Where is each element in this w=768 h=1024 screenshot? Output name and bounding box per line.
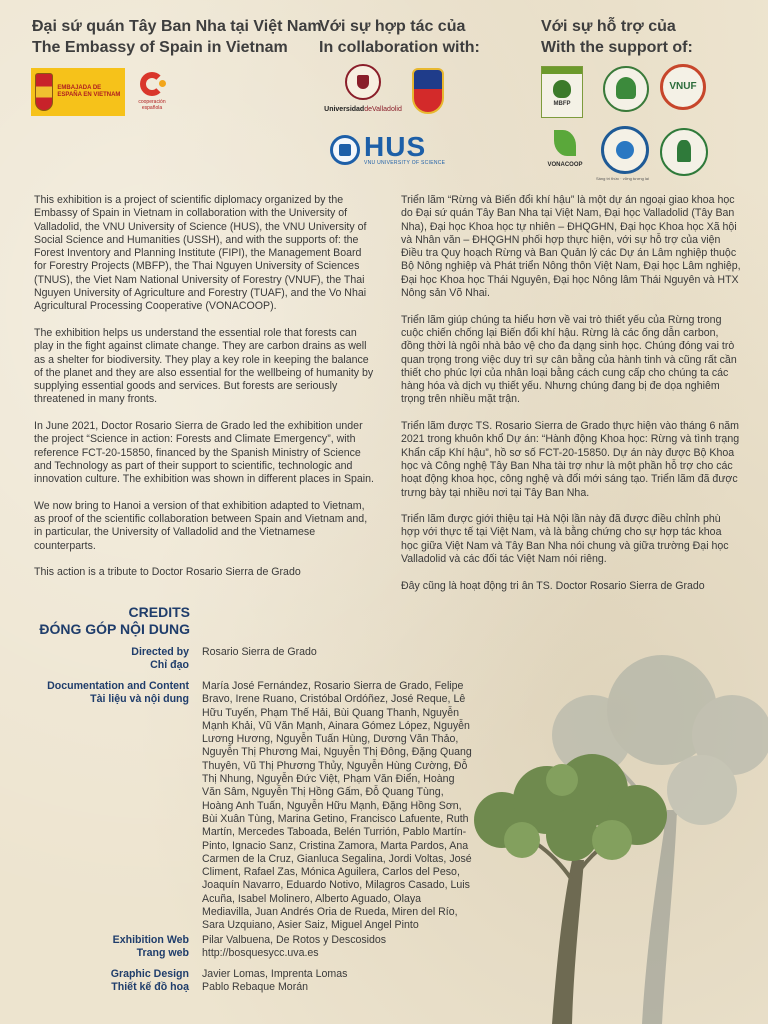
hus-subtitle: VNU UNIVERSITY OF SCIENCE bbox=[364, 160, 446, 166]
fipi-logo bbox=[603, 66, 649, 112]
credit-label: Graphic Design Thiết kế đồ hoạ bbox=[110, 968, 189, 994]
forest-illustration bbox=[462, 640, 768, 1024]
valladolid-seal-icon bbox=[345, 64, 381, 100]
vonacoop-logo-text: VONACOOP bbox=[547, 162, 583, 168]
leaf-icon bbox=[554, 130, 576, 156]
vietnamese-paragraph: Triển lãm được giới thiệu tại Hà Nội lần này đã được điều chỉnh phù hợp với thực tế tại Việt Nam, và là bằng chứng cho sự hợp tác khoa học giữa Việt Nam và Tây Ban Nha nói chung và giữa trường Đại học Valladolid và các đối tác Việt Nam nói riêng. bbox=[401, 513, 729, 566]
credits-title-en: CREDITS bbox=[128, 604, 190, 620]
tuaf-logo bbox=[660, 128, 708, 176]
english-paragraph: The exhibition helps us understand the essential role that forests can play in the fight against climate change. They are carbon drains as well as a shelter for biodiversity. They play a key role in keeping the balance of the planet and they are also essential for the wellbeing of humanity by supplying essential goods and services. But forests are seriously threatened in many fronts. bbox=[34, 326, 374, 406]
embassy-logo-text: EMBAJADA DE ESPAÑA EN VIETNAM bbox=[57, 85, 121, 98]
ussh-shield-logo bbox=[412, 68, 444, 114]
header-embassy-en: The Embassy of Spain in Vietnam bbox=[32, 39, 288, 56]
vnuf-logo-text: VNUF bbox=[669, 81, 697, 92]
exhibition-url[interactable]: http://bosquesycc.uva.es bbox=[202, 947, 319, 960]
mbfp-logo bbox=[541, 66, 583, 118]
hus-logo bbox=[330, 130, 460, 170]
english-paragraph: This exhibition is a project of scientific diplomacy organized by the Embassy of Spain in Vietnam in collaboration with the University of Valladolid, the VNU University of Science (HUS), the VNU University of Social Science and Humanities (USSH), and with the supports of: the Forest Inventory and Planning Institute (FIPI), the Management Board for Forestry Projects (MBFP), the Thai Nguyen University of Sciences (TNUS), the Viet Nam National University of Forestry (VNUF), the Thai Nguyen University of Agriculture and Forestry (TUAF), and the Vo Nhai Agricultural Processing Cooperative (VONACOOP). bbox=[34, 194, 367, 313]
credit-label: Documentation and Content Tài liệu và nội dung bbox=[47, 680, 189, 706]
hus-seal-icon bbox=[330, 135, 360, 165]
tree-icon bbox=[553, 80, 571, 98]
header-support bbox=[541, 16, 693, 58]
hus-wordmark: HUS bbox=[364, 131, 427, 162]
cooperacion-mark-icon bbox=[140, 72, 164, 96]
vonacoop-logo bbox=[542, 130, 588, 176]
header-support-en: With the support of: bbox=[541, 39, 693, 56]
tnus-caption: Sáng trí thức · vững tương lai bbox=[596, 176, 649, 181]
header-embassy-vi: Đại sứ quán Tây Ban Nha tại Việt Nam bbox=[32, 18, 322, 35]
english-paragraph: This action is a tribute to Doctor Rosario Sierra de Grado bbox=[34, 566, 301, 579]
embassy-spain-logo bbox=[31, 68, 125, 116]
vietnamese-text-column bbox=[401, 194, 741, 606]
english-text-column bbox=[34, 194, 374, 593]
credit-value: María José Fernández, Rosario Sierra de Grado, Felipe Bravo, Irene Ruano, Cristóbal Ordóñez, José Reque, Lê Hữu Tuyến, Phạm Thế Hải, Bùi Quang Thanh, Nguyễn Mạnh Khải, Vũ Văn Mạnh, Ainara Gómez López, Nguyễn Lương Hương, Nguyễn Tuấn Hùng, Dương Văn Thảo, Nguyễn Thị Phương Mai, Nguyễn Thị Đông, Đặng Quang Thuyên, Vũ Thị Phương Thủy, Nguyễn Hùng Cường, Đỗ Thị Nhung, Nguyễn Đức Việt, Phạm Văn Điển, Hoàng Văn Sâm, Nguyễn Thị Hồng Gấm, Đỗ Quang Tùng, Hoàng Anh Tuấn, Nguyễn Hữu Mạnh, Đặng Hồng Sơn, Bùi Xuân Tùng, Marina Getino, Francisco Lafuente, Ruth Martín, Mercedes Taboada, Belén Turrión, Pablo Martín-Pinto, Ignacio Sanz, Cristina Zamora, Marta Pardos, Ana Carmen de la Cruz, Gianluca Segalina, Jordi Voltas, José Climent, Rafael Zas, Mónica Aguilera, Carlos del Peso, Joaquín Navarro, Eduardo Notivo, Milagros Casado, Luis Acuña, Isabel Molinero, Alberto Aguado, Olaya Mediavilla, Juan Andrés Oria de Rueda, Miren del Río, Sara Uzquiano, Asier Saiz, Miguel Angel Pinto bbox=[202, 680, 472, 932]
vietnamese-paragraph: Triển lãm “Rừng và Biến đổi khí hậu” là một dự án ngoại giao khoa học do Đại sứ quán Tây Ban Nha tại Việt Nam, Đại học Valladolid (Tây Ban Nha), Đại học Khoa học tự nhiên – ĐHQGHN, Đại học Khoa học Xã hội và Nhân văn – ĐHQGHN phối hợp thực hiện, với sự hỗ trợ của viện Điều tra Quy hoạch Rừng và Ban Quản lý các Dự án Lâm nghiệp thuộc Bộ Nông nghiệp và Phát triển Nông thôn Việt Nam, Đại học Lâm nghiệp, Đại học Khoa học Thái Nguyên, Đại học Nông lâm Thái Nguyên và HTX Nông sản Võ Nhai. bbox=[401, 194, 741, 300]
university-valladolid-logo bbox=[318, 64, 408, 120]
mbfp-logo-text: MBFP bbox=[553, 101, 571, 107]
credits-heading bbox=[39, 604, 190, 638]
vietnamese-paragraph: Triển lãm được TS. Rosario Sierra de Grado thực hiện vào tháng 6 năm 2021 trong khuôn khổ Dự án: “Hành động Khoa học: Rừng và tình trạng Khẩn cấp Khí hậu”, hồ sơ số FCT-20-15850. Dự án này được Bộ Khoa học và Công nghệ Tây Ban Nha tài trợ như là một phần hỗ trợ cho các hoạt động khoa học, công nghệ và đổi mới sáng tạo. Triển lãm đã được trưng bày tại nhiều nơi tại Tây Ban Nha. bbox=[401, 420, 740, 499]
cooperacion-logo-text: cooperación española bbox=[138, 99, 166, 111]
english-paragraph: In June 2021, Doctor Rosario Sierra de Grado led the exhibition under the project “Science in action: Forests and Climate Emergency”, with reference FCT-20-15850, financed by the Spanish Ministry of Science and Technology as part of their support to scientific, technologic and innovation culture. The exhibition was shown in different places in Spain. bbox=[34, 420, 374, 486]
credit-value: Javier Lomas, Imprenta Lomas Pablo Rebaque Morán bbox=[202, 968, 348, 994]
header-collaboration bbox=[319, 16, 480, 58]
header-collaboration-en: In collaboration with: bbox=[319, 39, 480, 56]
credit-label: Exhibition Web Trang web bbox=[112, 934, 189, 960]
english-paragraph: We now bring to Hanoi a version of that exhibition adapted to Vietnam, as proof of the scientific collaboration between Spain and Vietnam and, in particular, the University of Valladolid and the Vietnamese counterparts. bbox=[34, 499, 368, 552]
tnus-logo bbox=[601, 126, 649, 174]
spain-crest-icon bbox=[35, 73, 53, 111]
credits-title-vi: ĐÓNG GÓP NỘI DUNG bbox=[39, 621, 190, 637]
header-collaboration-vi: Với sự hợp tác của bbox=[319, 18, 466, 35]
valladolid-logo-text: UniversidaddeValladolid bbox=[324, 106, 402, 113]
credit-value: Rosario Sierra de Grado bbox=[202, 646, 317, 658]
header-embassy bbox=[32, 16, 322, 58]
credit-value: Pilar Valbuena, De Rotos y Descosidos http://bosquesycc.uva.es bbox=[202, 934, 474, 961]
vnuf-logo bbox=[660, 64, 706, 110]
vietnamese-paragraph: Triển lãm giúp chúng ta hiểu hơn về vai trò thiết yếu của Rừng trong cuộc chiến chống lại Biến đổi khí hậu. Rừng là các ống dẫn carbon, đồng thời là ngôi nhà bảo vệ cho đa dạng sinh học. Chúng đóng vai trò quan trọng trong việc duy trì sự cân bằng của hành tinh và cũng rất cần thiết cho phúc lợi của nhân loại bằng cách cung cấp cho chúng ta các hàng hóa và dịch vụ thiết yếu. Nhưng chúng đang bị đe dọa nghiêm trọng trên nhiều mặt trận. bbox=[401, 313, 737, 406]
header-support-vi: Với sự hỗ trợ của bbox=[541, 18, 676, 35]
cooperacion-espanola-logo bbox=[133, 68, 171, 116]
credit-label: Directed by Chỉ đạo bbox=[131, 646, 189, 672]
vietnamese-paragraph: Đây cũng là hoạt động tri ân TS. Doctor Rosario Sierra de Grado bbox=[401, 579, 705, 592]
